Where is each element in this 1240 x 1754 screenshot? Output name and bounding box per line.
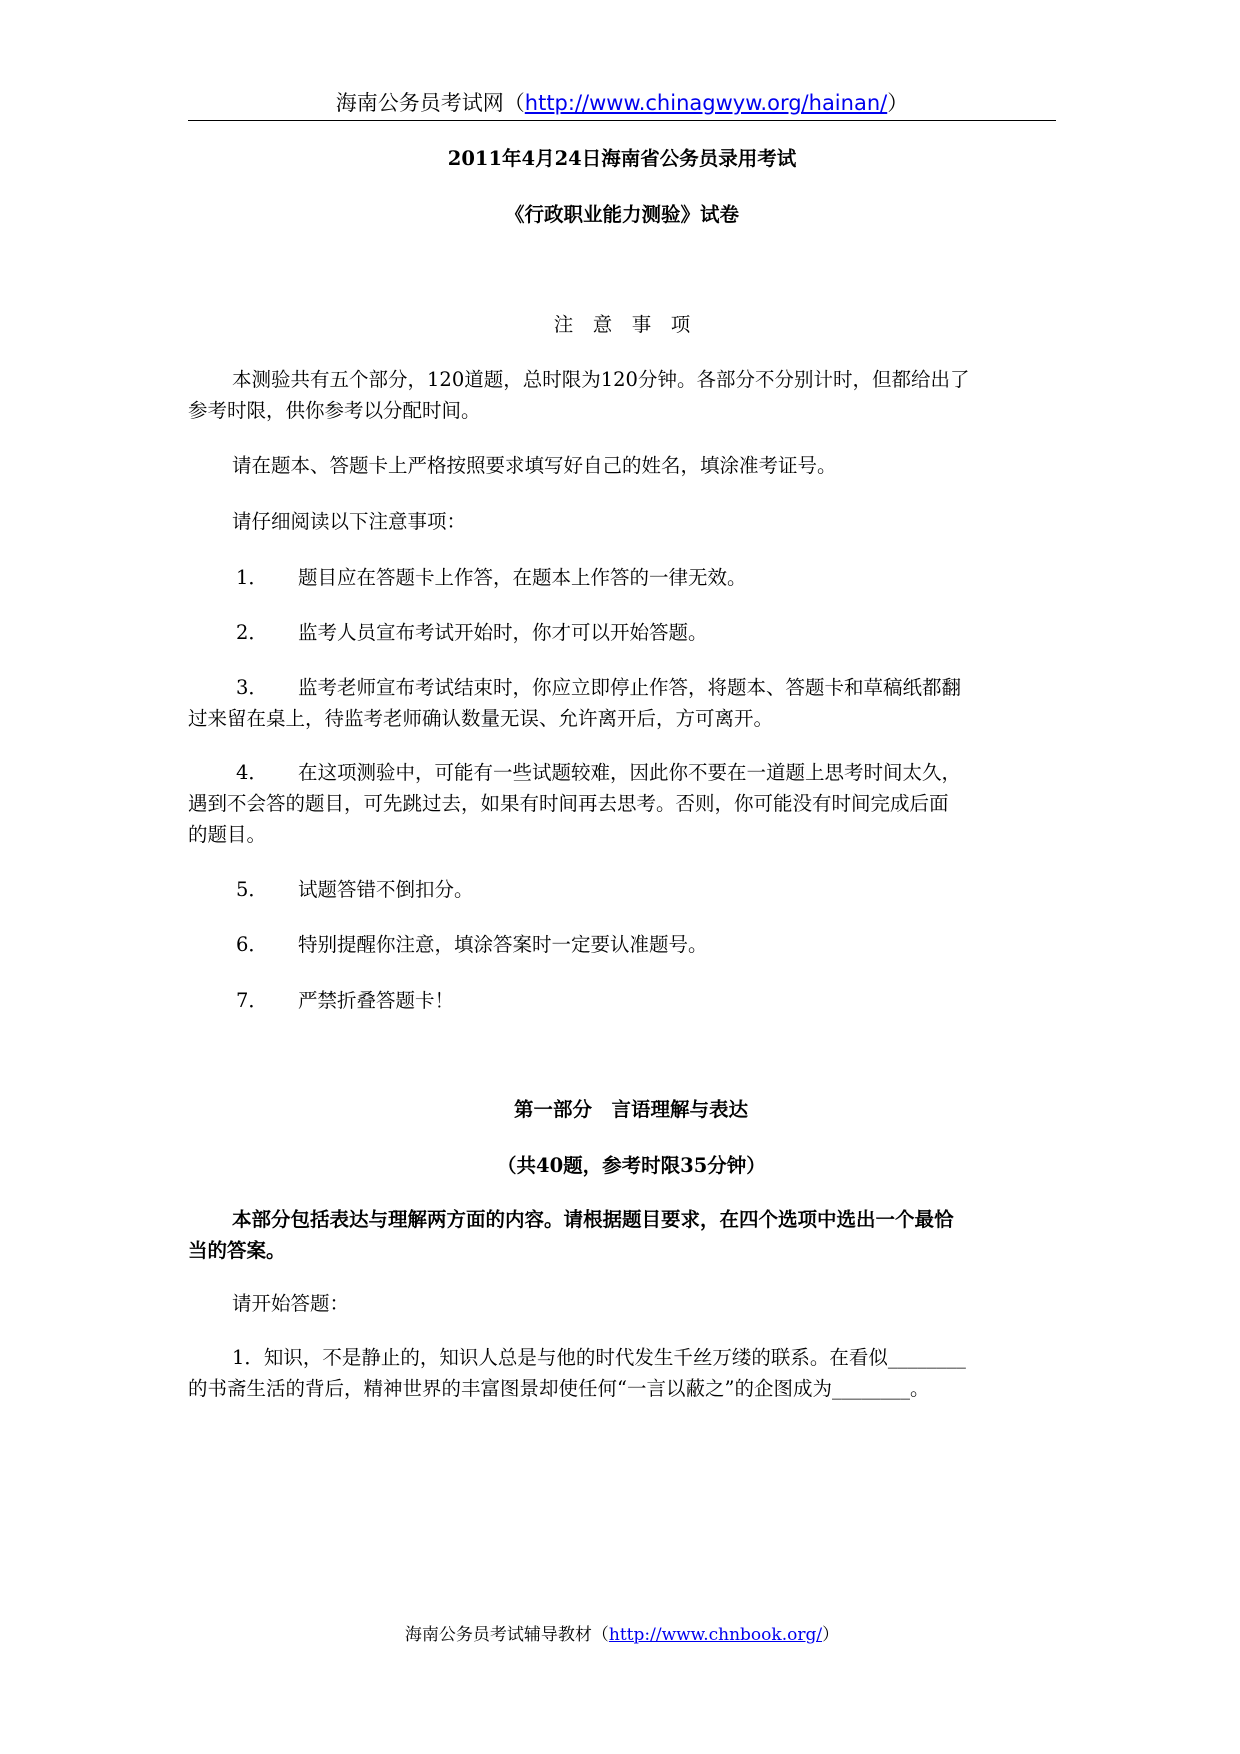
part1-subheading: （共40题，参考时限35分钟） (497, 1154, 766, 1177)
notice-heading: 注 意 事 项 (553, 313, 691, 336)
notice-item-text: 监考老师宣布考试结束时，你应立即停止作答，将题本、答题卡和草稿纸都翻 (298, 676, 962, 699)
header-divider (188, 120, 1056, 121)
question-1-line1: 1．知识，不是静止的，知识人总是与他的时代发生千丝万缕的联系。在看似________ (232, 1346, 966, 1369)
notice-item-number: 3． (236, 676, 268, 699)
part1-instruction-line2: 当的答案。 (188, 1239, 286, 1262)
notice-item-number: 4． (236, 761, 268, 784)
question-1-line2: 的书斋生活的背后，精神世界的丰富图景却使任何“一言以蔽之”的企图成为________。 (188, 1377, 930, 1400)
notice-item-number: 2． (236, 621, 268, 644)
exam-title: 2011年4月24日海南省公务员录用考试 (447, 147, 797, 170)
footer-text: 海南公务员考试辅导教材（ (404, 1625, 609, 1645)
notice-item-text: 监考人员宣布考试开始时，你才可以开始答题。 (298, 621, 708, 644)
exam-subtitle: 《行政职业能力测验》试卷 (504, 203, 739, 226)
notice-item-text: 严禁折叠答题卡！ (298, 989, 455, 1012)
notice-item-text: 遇到不会答的题目，可先跳过去，如果有时间再去思考。否则，你可能没有时间完成后面 (188, 792, 949, 815)
footer-close-paren: ） (822, 1625, 840, 1645)
header-url-link[interactable]: http://www.chinagwyw.org/hainan/ (524, 91, 888, 115)
notice-item-number: 1． (236, 566, 268, 589)
notice-item-text: 在这项测验中，可能有一些试题较难，因此你不要在一道题上思考时间太久， (298, 761, 962, 784)
part1-heading: 第一部分 言语理解与表达 (514, 1098, 749, 1121)
notice-item-number: 5． (236, 878, 268, 901)
header-site-name: 海南公务员考试网 (335, 91, 504, 115)
page-footer (188, 1622, 1056, 1648)
notice-item-text: 特别提醒你注意，填涂答案时一定要认准题号。 (298, 933, 708, 956)
part1-instruction-line1: 本部分包括表达与理解两方面的内容。请根据题目要求，在四个选项中选出一个最恰 (232, 1208, 954, 1231)
notice-item-text: 过来留在桌上，待监考老师确认数量无误、允许离开后，方可离开。 (188, 707, 774, 730)
header-close-paren: ） (887, 91, 909, 115)
notice-item-number: 6． (236, 933, 268, 956)
notice-para1-line2: 参考时限，供你参考以分配时间。 (188, 399, 481, 422)
notice-para1-line1: 本测验共有五个部分，120道题，总时限为120分钟。各部分不分别计时，但都给出了 (232, 368, 970, 391)
notice-para2: 请在题本、答题卡上严格按照要求填写好自己的姓名，填涂准考证号。 (232, 454, 837, 477)
notice-item-text: 的题目。 (188, 823, 267, 846)
header-open-paren: （ (503, 91, 525, 115)
page-header (188, 88, 1056, 120)
notice-item-text: 题目应在答题卡上作答，在题本上作答的一律无效。 (298, 566, 747, 589)
notice-item-text: 试题答错不倒扣分。 (298, 878, 474, 901)
part1-start-prompt: 请开始答题： (232, 1292, 350, 1315)
notice-item-number: 7． (236, 989, 268, 1012)
notice-para3: 请仔细阅读以下注意事项： (232, 510, 467, 533)
footer-url-link[interactable]: http://www.chnbook.org/ (608, 1625, 823, 1645)
